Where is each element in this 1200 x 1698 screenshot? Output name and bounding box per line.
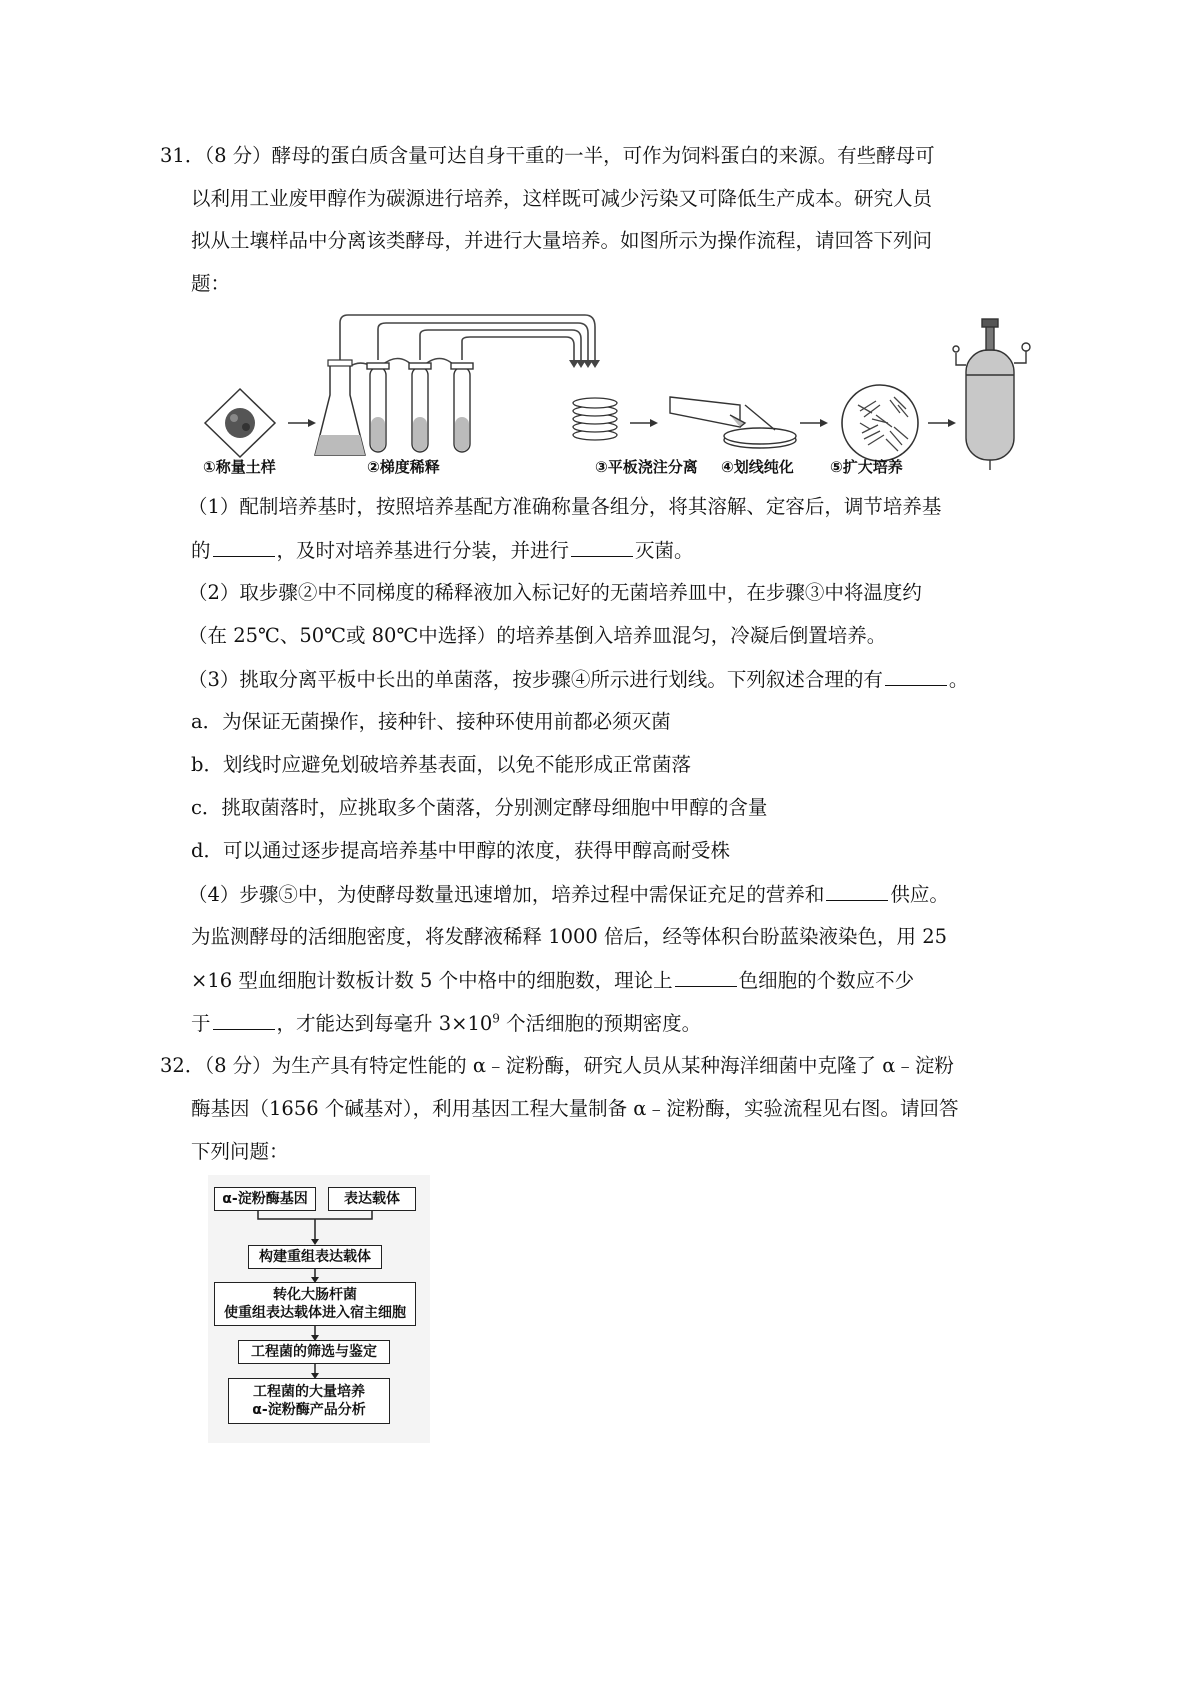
flow-box-transform-ecoli	[214, 1282, 416, 1326]
q31-part3-text: （3）挑取分离平板中长出的单菌落，按步骤④所示进行划线。下列叙述合理的有	[188, 668, 883, 691]
exponent: 9	[492, 1011, 500, 1026]
q31-part2-line-2: （在 25℃、50℃或 80℃中选择）的培养基倒入培养皿混匀，冷凝后倒置培养。	[188, 624, 887, 647]
q31-part1-text-b: ，及时对培养基进行分装，并进行	[276, 539, 570, 562]
step4-label: ④划线纯化	[721, 458, 794, 476]
q31-part4-line-3	[191, 966, 914, 995]
answer-blank-3[interactable]	[885, 665, 947, 686]
flow-box-screening: 工程菌的筛选与鉴定	[238, 1340, 390, 1364]
transfer-arrowheads	[569, 360, 600, 368]
q31-part1-line-1: （1）配制培养基时，按照培养基配方准确称量各组分，将其溶解、定容后，调节培养基	[188, 495, 942, 518]
answer-blank-6[interactable]	[213, 1009, 275, 1030]
q31-part4-text-a: （4）步骤⑤中，为使酵母数量迅速增加，培养过程中需保证充足的营养和	[188, 883, 825, 906]
q31-intro-line-4: 题：	[191, 272, 231, 295]
q31-intro-line-1: 31．（8 分）酵母的蛋白质含量可达自身干重的一半，可作为饲料蛋白的来源。有些酵母可	[160, 144, 935, 167]
answer-blank-5[interactable]	[675, 966, 737, 987]
q31-option-d: d．可以通过逐步提高培养基中甲醇的浓度，获得甲醇高耐受株	[191, 839, 730, 862]
flow-box-expression-vector: 表达载体	[328, 1187, 416, 1211]
q31-part4-text-e: 于	[191, 1012, 211, 1035]
step2-label: ②梯度稀释	[367, 458, 440, 476]
flow-box-culture-line-2: α-淀粉酶产品分析	[252, 1402, 366, 1418]
q31-procedure-figure	[200, 305, 1000, 465]
q31-part1-line-2	[191, 536, 694, 565]
q31-part4-text-g: 个活细胞的预期密度。	[499, 1012, 702, 1035]
soil-sample-icon	[205, 389, 275, 457]
streak-plate-icon	[842, 385, 918, 461]
q31-option-c: c．挑取菌落时，应挑取多个菌落，分别测定酵母细胞中甲醇的含量	[191, 796, 768, 819]
q31-intro-line-2: 以利用工业废甲醇作为碳源进行培养，这样既可减少污染又可降低生产成本。研究人员	[191, 187, 933, 210]
q31-part3-end: 。	[948, 668, 969, 691]
flask-icon	[315, 360, 365, 455]
q31-part2-line-1: （2）取步骤②中不同梯度的稀释液加入标记好的无菌培养皿中，在步骤③中将温度约	[188, 581, 922, 604]
q31-part4-line-1	[188, 880, 949, 909]
q31-part4-text-b: 供应。	[890, 883, 949, 906]
fermenter-icon	[953, 319, 1030, 470]
q31-part4-text-d: 色细胞的个数应不少	[738, 969, 915, 992]
q31-option-b: b．划线时应避免划破培养基表面，以免不能形成正常菌落	[191, 753, 691, 776]
q32-intro-line-2: 酶基因（1656 个碱基对），利用基因工程大量制备 α﹣淀粉酶，实验流程见右图。请回答	[191, 1097, 959, 1120]
q31-part3-line	[188, 665, 968, 694]
q31-part4-line-4	[191, 1009, 701, 1038]
answer-blank-2[interactable]	[571, 536, 633, 557]
flow-box-transform-line-1: 转化大肠杆菌	[273, 1287, 357, 1303]
flow-box-transform-line-2: 使重组表达载体进入宿主细胞	[224, 1305, 406, 1321]
step1-label: ①称量土样	[203, 458, 276, 476]
q31-part1-text-c: 灭菌。	[635, 539, 694, 562]
q31-option-a: a．为保证无菌操作，接种针、接种环使用前都必须灭菌	[191, 710, 671, 733]
flow-box-amylase-gene: α-淀粉酶基因	[214, 1187, 316, 1211]
q31-part4-text-c: ×16 型血细胞计数板计数 5 个中格中的细胞数，理论上	[191, 969, 673, 992]
step3-label: ③平板浇注分离	[595, 458, 698, 476]
answer-blank-4[interactable]	[826, 880, 888, 901]
test-tubes-icon	[367, 363, 473, 452]
answer-blank-1[interactable]	[213, 536, 275, 557]
q31-part4-line-2: 为监测酵母的活细胞密度，将发酵液稀释 1000 倍后，经等体积台盼蓝染液染色，用 25	[191, 925, 948, 948]
q32-intro-line-3: 下列问题：	[191, 1140, 289, 1163]
q31-intro-line-3: 拟从土壤样品中分离该类酵母，并进行大量培养。如图所示为操作流程，请回答下列问	[191, 229, 933, 252]
flow-box-large-scale-culture	[228, 1378, 390, 1424]
step5-label: ⑤扩大培养	[830, 458, 903, 476]
q31-part4-text-f: ，才能达到每毫升 3×10	[276, 1012, 493, 1035]
flow-box-culture-line-1: 工程菌的大量培养	[253, 1384, 365, 1400]
q32-intro-line-1: 32．（8 分）为生产具有特定性能的 α﹣淀粉酶，研究人员从某种海洋细菌中克隆了 α﹣淀粉	[160, 1054, 954, 1077]
stacked-plates-icon	[573, 398, 617, 440]
pouring-plate-icon	[670, 397, 796, 448]
q31-part1-text-a: 的	[191, 539, 211, 562]
flow-box-build-recombinant-vector: 构建重组表达载体	[248, 1245, 382, 1269]
